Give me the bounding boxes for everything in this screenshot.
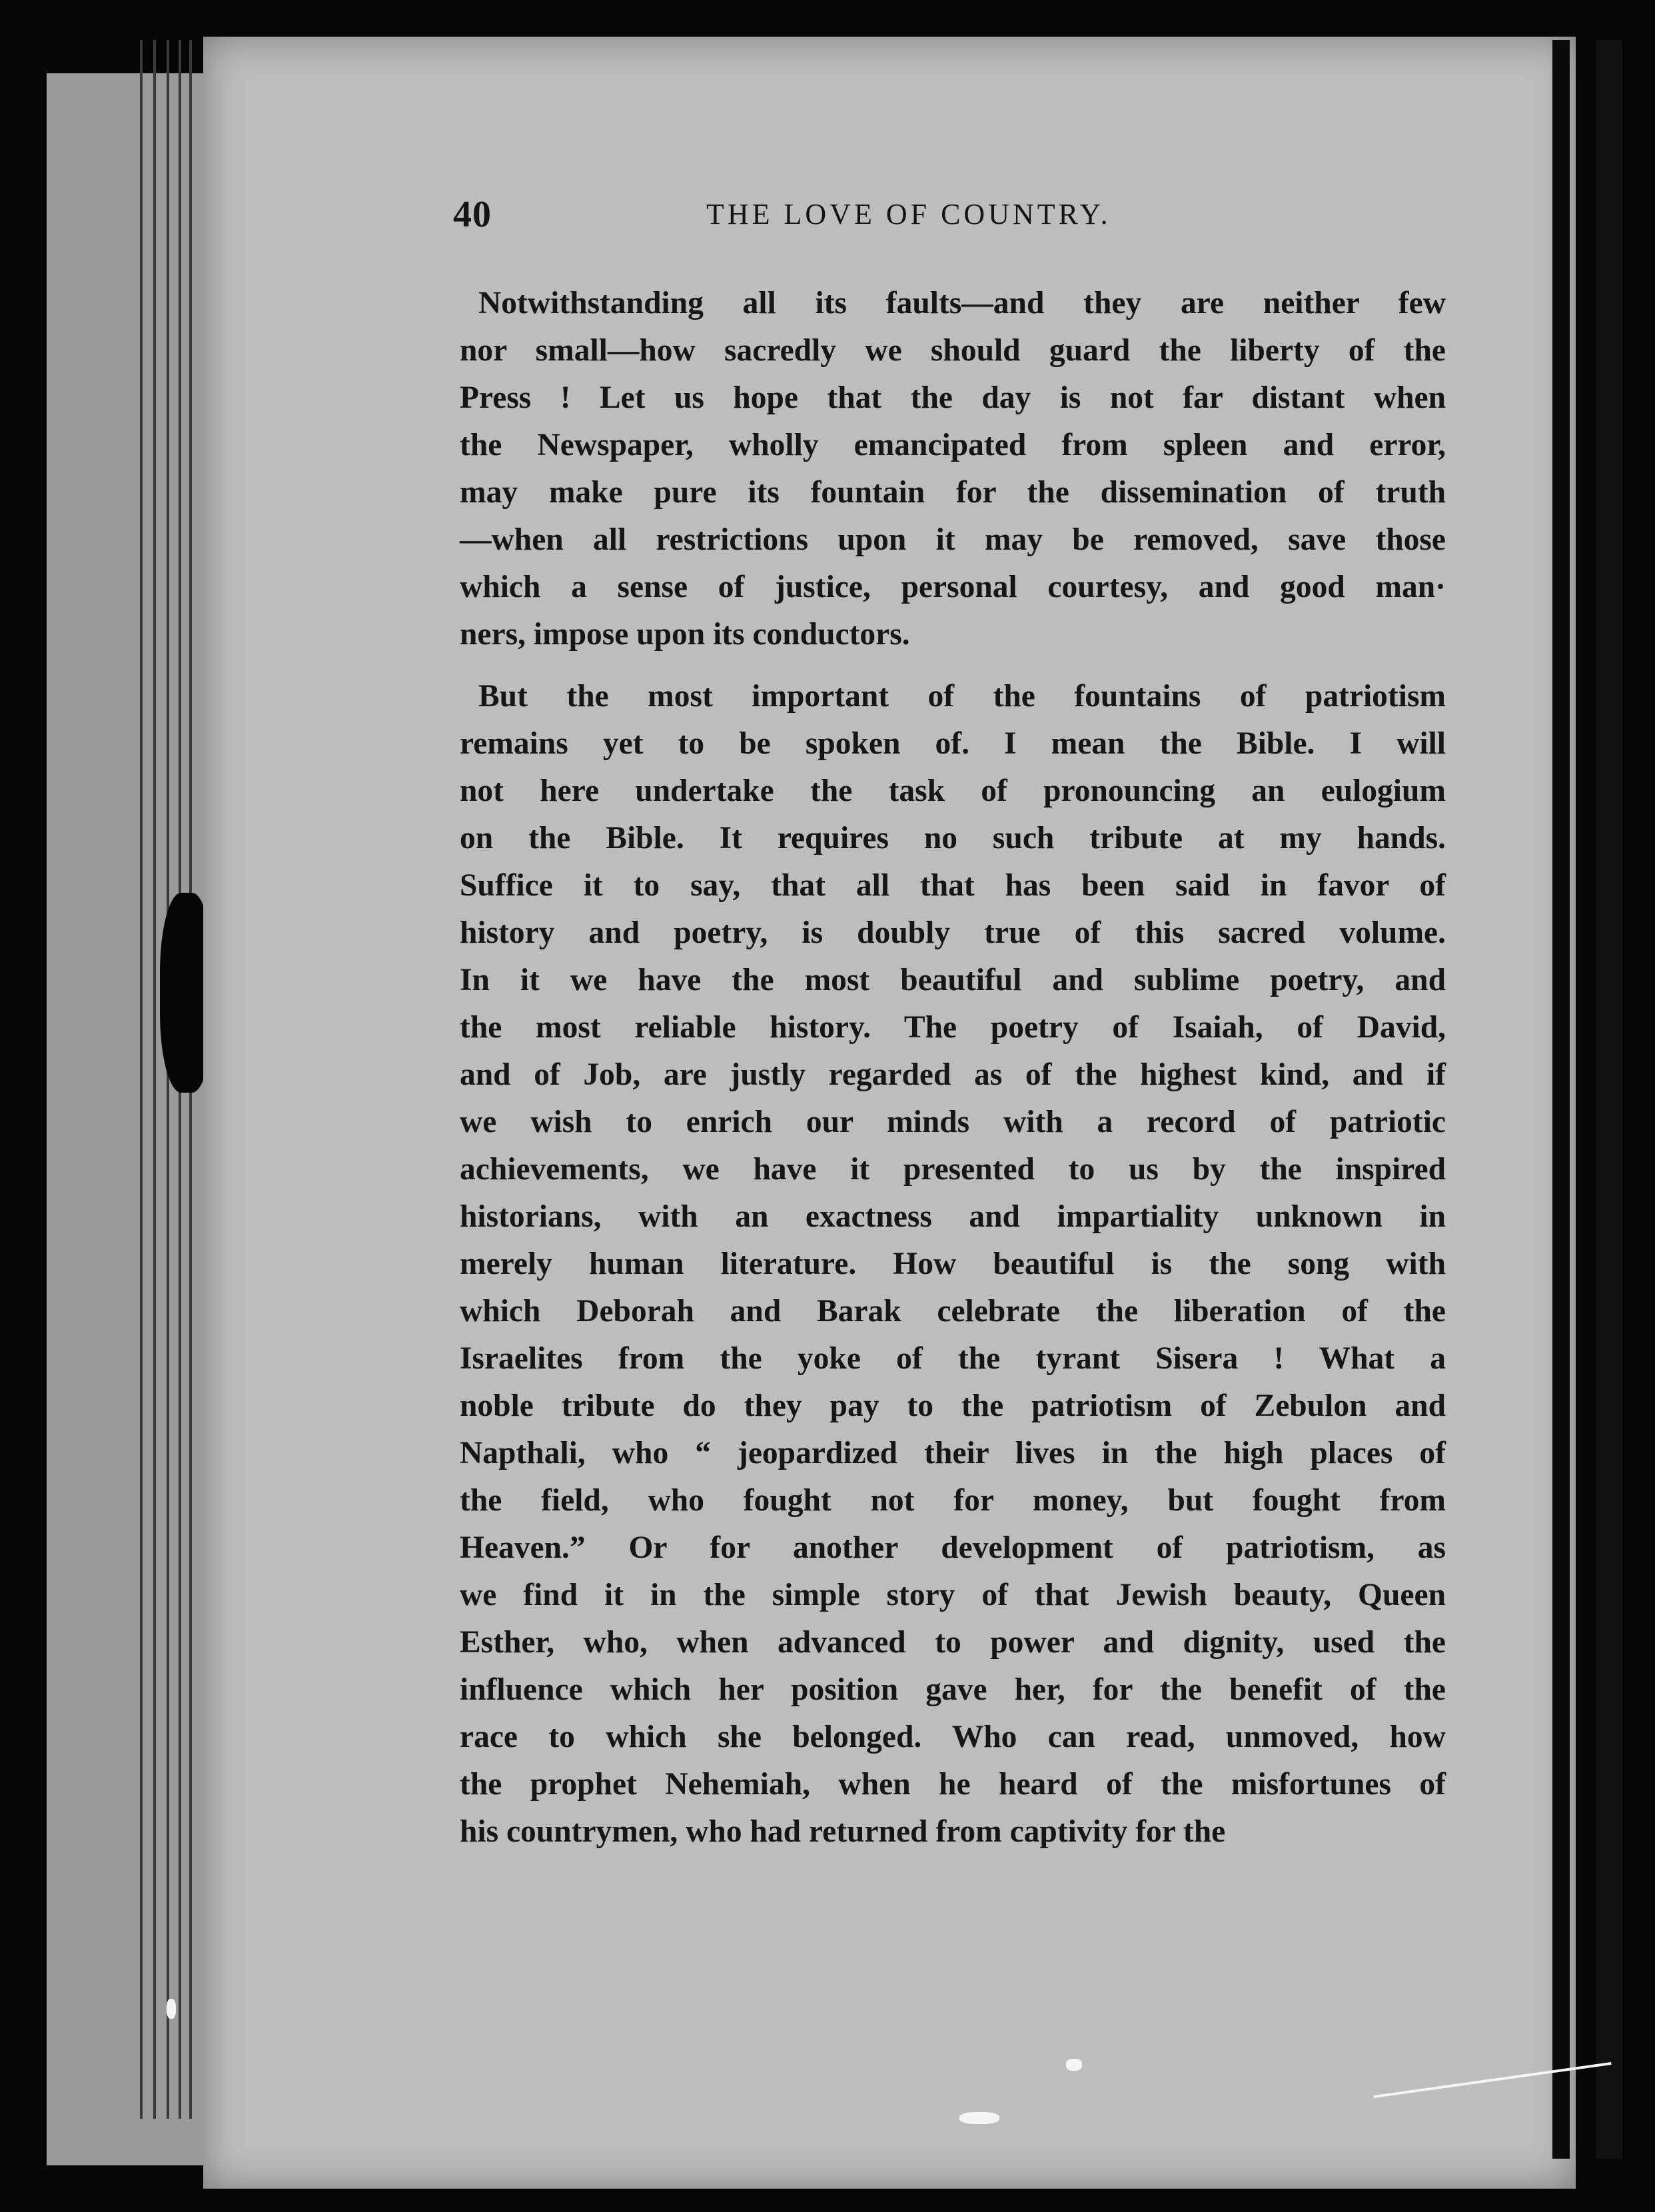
text-line: merely human literature. How beautiful is the song with bbox=[460, 1247, 1446, 1281]
page-edge-line bbox=[140, 40, 143, 2119]
text-line: nor small—how sacredly we should guard the liberty of the bbox=[460, 333, 1446, 368]
page-header bbox=[453, 193, 1466, 247]
text-line: Israelites from the yoke of the tyrant Sisera ! What a bbox=[460, 1341, 1446, 1376]
text-line: Notwithstanding all its faults—and they are neither few bbox=[478, 286, 1446, 320]
paragraph-gap bbox=[460, 658, 1446, 673]
text-line: we find it in the simple story of that Jewish beauty, Queen bbox=[460, 1578, 1446, 1612]
text-line: Heaven.” Or for another development of patriotism, as bbox=[460, 1530, 1446, 1565]
text-line: Suffice it to say, that all that has been said in favor of bbox=[460, 868, 1446, 903]
text-line: which a sense of justice, personal courtesy, and good man· bbox=[460, 570, 1446, 604]
text-line: we wish to enrich our minds with a record of patriotic bbox=[460, 1105, 1446, 1139]
text-line: the prophet Nehemiah, when he heard of the misfortunes of bbox=[460, 1767, 1446, 1802]
text-line: Press ! Let us hope that the day is not far distant when bbox=[460, 380, 1446, 415]
body-text bbox=[460, 280, 1446, 1856]
text-line: the field, who fought not for money, but fought from bbox=[460, 1483, 1446, 1518]
scan-speck bbox=[959, 2112, 999, 2124]
text-line: ners, impose upon its conductors. bbox=[460, 617, 910, 652]
text-line: and of Job, are justly regarded as of the highest kind, and if bbox=[460, 1057, 1446, 1092]
binding-gutter-shadow bbox=[1552, 40, 1570, 2159]
text-line: Napthali, who “ jeopardized their lives in the high places of bbox=[460, 1436, 1446, 1470]
text-line: Esther, who, when advanced to power and dignity, used the bbox=[460, 1625, 1446, 1660]
text-line: on the Bible. It requires no such tribute at my hands. bbox=[460, 821, 1446, 855]
scan-speck bbox=[1066, 2059, 1082, 2071]
text-line: achievements, we have it presented to us by the inspired bbox=[460, 1152, 1446, 1187]
text-line: his countrymen, who had returned from captivity for the bbox=[460, 1814, 1226, 1849]
text-line: remains yet to be spoken of. I mean the Bible. I will bbox=[460, 726, 1446, 761]
scan-speck bbox=[167, 1999, 176, 2019]
text-line: historians, with an exactness and impartiality unknown in bbox=[460, 1199, 1446, 1234]
text-line: the Newspaper, wholly emancipated from spleen and error, bbox=[460, 428, 1446, 462]
text-line: not here undertake the task of pronouncing an eulogium bbox=[460, 774, 1446, 808]
text-line: But the most important of the fountains of patriotism bbox=[478, 679, 1446, 714]
binding-edge bbox=[1596, 40, 1622, 2159]
page-number: 40 bbox=[453, 194, 492, 235]
text-line: which Deborah and Barak celebrate the liberation of the bbox=[460, 1294, 1446, 1329]
text-line: race to which she belonged. Who can read, unmoved, how bbox=[460, 1720, 1446, 1754]
text-line: the most reliable history. The poetry of Isaiah, of David, bbox=[460, 1010, 1446, 1045]
text-line: may make pure its fountain for the dissemination of truth bbox=[460, 475, 1446, 510]
text-line: In it we have the most beautiful and sublime poetry, and bbox=[460, 963, 1446, 997]
text-line: influence which her position gave her, for the benefit of the bbox=[460, 1672, 1446, 1707]
text-line: history and poetry, is doubly true of this sacred volume. bbox=[460, 915, 1446, 950]
text-line: —when all restrictions upon it may be removed, save those bbox=[460, 522, 1446, 557]
page-edge-line bbox=[153, 40, 156, 2119]
running-title: THE LOVE OF COUNTRY. bbox=[706, 198, 1111, 231]
text-line: noble tribute do they pay to the patriotism of Zebulon and bbox=[460, 1388, 1446, 1423]
